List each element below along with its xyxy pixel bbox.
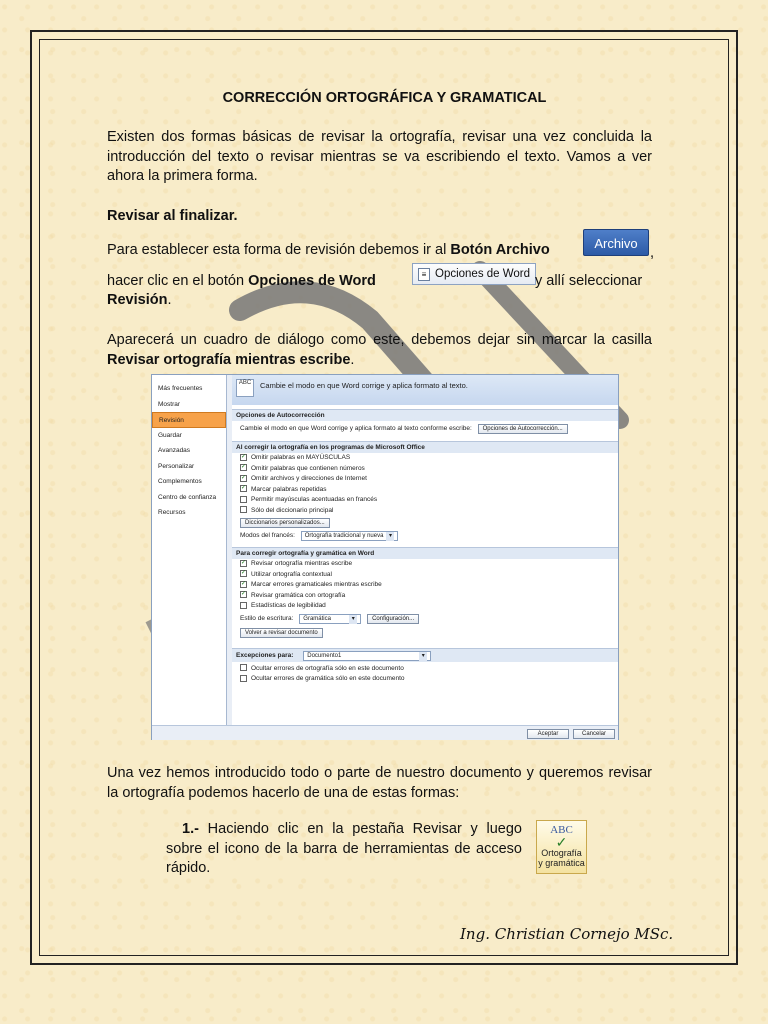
sidebar-item[interactable]: Complementos <box>158 478 202 485</box>
checkbox-label: Revisar gramática con ortografía <box>251 591 346 599</box>
checkbox-row[interactable] <box>232 674 618 685</box>
document-icon: ≡ <box>418 268 430 281</box>
chevron-down-icon: ▾ <box>419 652 427 661</box>
sidebar-item[interactable]: Recursos <box>158 509 186 516</box>
cancel-button[interactable]: Cancelar <box>573 729 615 739</box>
configuration-button[interactable]: Configuración... <box>367 614 419 624</box>
checkbox-row[interactable] <box>232 464 618 475</box>
signature: Ing. Christian Cornejo MSc. <box>460 925 674 943</box>
checkbox-label: Estadísticas de legibilidad <box>251 602 326 609</box>
sidebar-item[interactable]: Más frecuentes <box>158 385 203 392</box>
list-item-number: 1.- <box>182 821 199 837</box>
exceptions-label: Excepciones para: <box>236 651 294 659</box>
recheck-document-button[interactable]: Volver a revisar documento <box>240 628 323 638</box>
checkbox-row[interactable] <box>232 664 618 675</box>
french-modes-row <box>232 529 618 543</box>
checkbox-label: Marcar palabras repetidas <box>251 485 327 493</box>
checkbox-label: Omitir palabras que contienen números <box>251 464 365 472</box>
autocorrect-options-button[interactable]: Opciones de Autocorrección... <box>478 424 568 434</box>
checkbox[interactable]: ✓ <box>241 570 247 577</box>
checkbox[interactable]: ✓ <box>241 559 247 566</box>
checkbox-row[interactable] <box>232 485 618 496</box>
sidebar-item[interactable]: Personalizar <box>158 462 195 470</box>
para2-text-d: hacer clic en el botón <box>107 273 249 289</box>
dialog-header-text: Cambie el modo en que Word corrige y aplica formato al texto. <box>260 381 468 390</box>
para2-text-g: Revisión <box>107 292 168 308</box>
recheck-row <box>232 626 618 640</box>
sidebar-item[interactable]: Centro de confianza <box>158 493 217 501</box>
para2-text-b: Botón Archivo <box>450 242 550 258</box>
custom-dictionaries-button[interactable]: Diccionarios personalizados... <box>240 518 330 528</box>
autocorrect-row <box>232 421 618 437</box>
checkbox-label: Ocultar errores de gramática sólo en este documento <box>251 675 405 682</box>
spelling-grammar-icon[interactable] <box>536 820 587 874</box>
para2-line3 <box>107 291 652 311</box>
checkbox[interactable] <box>240 602 247 609</box>
sidebar-item[interactable]: Avanzadas <box>158 447 191 454</box>
exceptions-select[interactable] <box>303 651 431 661</box>
ok-button[interactable]: Aceptar <box>527 729 569 739</box>
checkbox[interactable] <box>240 506 247 513</box>
checkbox-row[interactable] <box>232 474 618 485</box>
para3 <box>107 331 652 370</box>
checkbox[interactable] <box>240 664 247 671</box>
sidebar-item[interactable]: Mostrar <box>158 400 181 408</box>
dialog-sidebar <box>152 375 227 725</box>
checkbox-row[interactable] <box>232 580 618 591</box>
sidebar-item[interactable]: Guardar <box>158 431 182 439</box>
para2-text-e: Opciones de Word <box>248 273 376 289</box>
para2-comma: , <box>650 245 655 261</box>
section-heading: Revisar al finalizar. <box>107 208 238 224</box>
check-icon: ✓ <box>555 834 568 850</box>
archivo-button[interactable]: Archivo <box>583 229 649 256</box>
dialog-main <box>232 375 618 725</box>
chevron-down-icon: ▾ <box>349 615 357 624</box>
section-exceptions <box>232 648 618 662</box>
checkbox-row[interactable] <box>232 559 618 570</box>
checkbox[interactable] <box>240 496 247 503</box>
writing-style-value: Gramática <box>303 615 331 622</box>
checkbox-label: Ocultar errores de ortografía sólo en este documento <box>251 664 404 672</box>
section-word-spelling: Para corregir ortografía y gramática en Word <box>232 547 618 559</box>
word-options-dialog <box>151 374 619 740</box>
french-modes-value: Ortografía tradicional y nueva <box>304 533 384 539</box>
para3-text-a: Aparecerá un cuadro de diálogo como este, debemos dejar sin marcar la casilla <box>107 332 652 348</box>
checkbox-label: Revisar ortografía mientras escribe <box>251 560 353 567</box>
writing-style-row <box>232 612 618 626</box>
para3-text-b: Revisar ortografía mientras escribe <box>107 351 351 368</box>
checkbox-row[interactable] <box>232 495 618 506</box>
checkbox[interactable]: ✓ <box>241 485 247 492</box>
para2-line2b: y allí seleccionar <box>535 273 643 289</box>
checkbox-label: Utilizar ortografía contextual <box>251 570 332 578</box>
exceptions-value: Documento1 <box>307 652 342 659</box>
abc-check-icon: ABC <box>236 379 254 397</box>
checkbox[interactable]: ✓ <box>241 453 247 460</box>
french-modes-label: Modos del francés: <box>240 532 295 539</box>
checkbox-label: Permitir mayúsculas acentuadas en francés <box>251 496 378 503</box>
para2-line1 <box>107 241 585 261</box>
french-modes-select[interactable] <box>301 531 399 541</box>
section-autocorrect: Opciones de Autocorrección <box>232 409 618 421</box>
dialog-footer <box>152 725 618 740</box>
page-title: CORRECCIÓN ORTOGRÁFICA Y GRAMATICAL <box>222 90 547 106</box>
para2-text-a: Para establecer esta forma de revisión debemos ir al <box>107 242 451 258</box>
sidebar-item-selected[interactable]: Revisión <box>152 412 226 428</box>
para3-text-c: . <box>350 351 355 368</box>
list-item-text: Haciendo clic en la pestaña Revisar y luego sobre el icono de la barra de herramientas de acceso rápido. <box>166 821 522 876</box>
checkbox-row[interactable] <box>232 453 618 464</box>
checkbox-label: Omitir archivos y direcciones de Internet <box>251 475 367 482</box>
checkbox-row[interactable] <box>232 506 618 517</box>
checkbox-row[interactable] <box>232 601 618 612</box>
writing-style-label: Estilo de escritura: <box>240 614 294 622</box>
chevron-down-icon: ▾ <box>386 532 394 541</box>
autocorrect-label: Cambie el modo en que Word corrige y aplica formato al texto conforme escribe: <box>240 425 472 432</box>
checkbox[interactable]: ✓ <box>241 591 247 598</box>
para2-line2a <box>107 272 407 292</box>
checkbox[interactable]: ✓ <box>241 464 247 471</box>
checkbox-label: Sólo del diccionario principal <box>251 506 334 514</box>
dictionaries-row <box>232 516 618 529</box>
writing-style-select[interactable] <box>299 614 361 624</box>
list-item-1 <box>166 820 522 879</box>
opciones-de-word-label: Opciones de Word <box>435 268 531 280</box>
opciones-de-word-button[interactable] <box>412 263 536 285</box>
section-office-spelling: Al corregir la ortografía en los programas de Microsoft Office <box>232 441 618 453</box>
intro-paragraph: Existen dos formas básicas de revisar la ortografía, revisar una vez concluida la introducción del texto o revisar mientras se va escribiendo el texto. Vamos a ver ahora la primera forma. <box>107 129 652 184</box>
icon-label-line1: Ortografía <box>541 848 582 858</box>
checkbox[interactable]: ✓ <box>241 580 247 587</box>
checkbox-label: Marcar errores gramaticales mientras escribe <box>251 581 382 588</box>
para4: Una vez hemos introducido todo o parte de nuestro documento y queremos revisar la ortografía podemos hacerlo de una de estas formas: <box>107 765 652 801</box>
abc-label: ABC <box>550 824 573 836</box>
checkbox-row[interactable] <box>232 591 618 602</box>
checkbox[interactable] <box>240 675 247 682</box>
para2-text-h: . <box>167 292 172 308</box>
checkbox-row[interactable] <box>232 570 618 581</box>
checkbox-label: Omitir palabras en MAYÚSCULAS <box>251 454 351 461</box>
icon-label-line2: y gramática <box>538 858 585 868</box>
checkbox[interactable]: ✓ <box>241 474 247 481</box>
dialog-header <box>232 375 618 405</box>
